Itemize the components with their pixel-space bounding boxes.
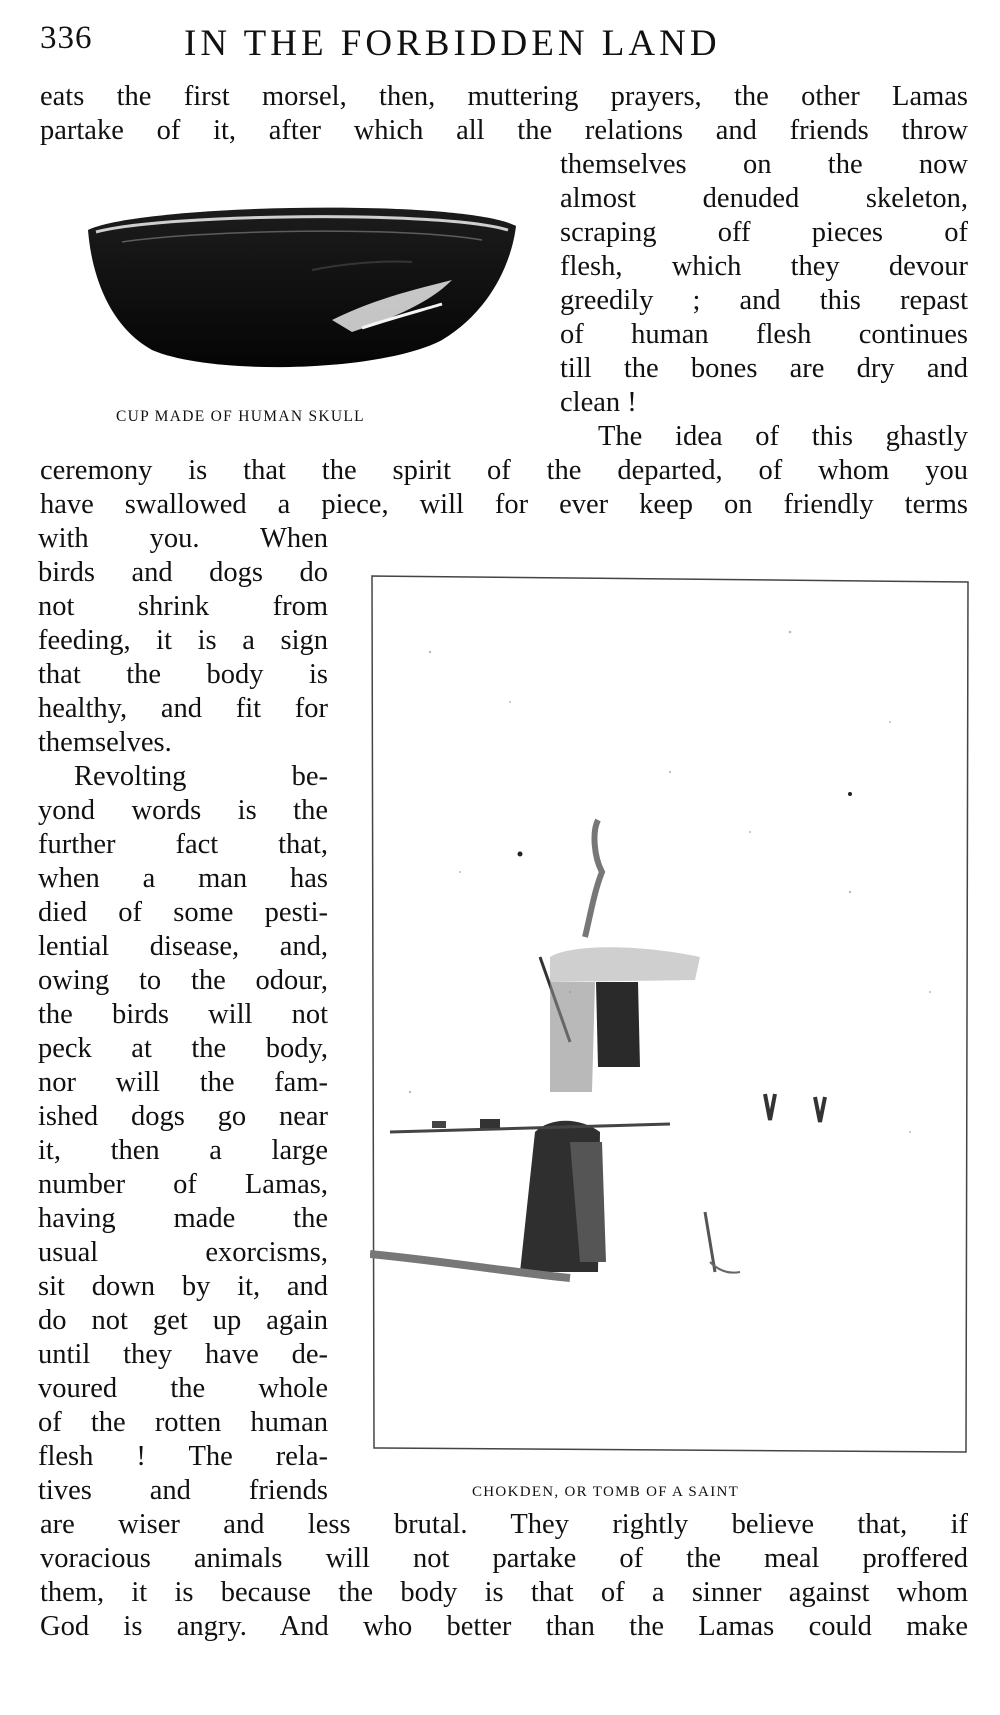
text-line: themselves.	[38, 727, 172, 758]
text-line: nor will the fam-	[38, 1067, 328, 1098]
text-line: are wiser and less brutal. They rightly believe that, if	[40, 1509, 968, 1540]
text-line: not shrink from	[38, 591, 328, 622]
text-line: scraping off pieces of	[560, 217, 968, 248]
skull-cup-illustration	[82, 200, 522, 376]
text-line: of the rotten human	[38, 1407, 328, 1438]
text-line: eats the first morsel, then, muttering prayers, the other Lamas	[40, 81, 968, 112]
text-line: Revolting be-	[74, 761, 328, 792]
text-line: healthy, and fit for	[38, 693, 328, 724]
text-line: ished dogs go near	[38, 1101, 328, 1132]
text-line: having made the	[38, 1203, 328, 1234]
text-line: flesh, which they devour	[560, 251, 968, 282]
text-line: yond words is the	[38, 795, 328, 826]
text-line: when a man has	[38, 863, 328, 894]
text-line: it, then a large	[38, 1135, 328, 1166]
text-line: that the body is	[38, 659, 328, 690]
text-line: God is angry. And who better than the Lamas could make	[40, 1611, 968, 1642]
running-title: IN THE FORBIDDEN LAND	[184, 23, 721, 64]
text-line: sit down by it, and	[38, 1271, 328, 1302]
text-line: greedily ; and this repast	[560, 285, 968, 316]
text-line: ceremony is that the spirit of the departed, of whom you	[40, 455, 968, 486]
text-line: until they have de-	[38, 1339, 328, 1370]
text-line: do not get up again	[38, 1305, 328, 1336]
text-line: usual exorcisms,	[38, 1237, 328, 1268]
text-line: number of Lamas,	[38, 1169, 328, 1200]
text-line: them, it is because the body is that of a sinner against whom	[40, 1577, 968, 1608]
tomb-photograph	[370, 572, 970, 1456]
text-line: died of some pesti-	[38, 897, 328, 928]
text-line: voured the whole	[38, 1373, 328, 1404]
text-line: till the bones are dry and	[560, 353, 968, 384]
skull-caption: CUP MADE OF HUMAN SKULL	[116, 408, 365, 425]
text-line: almost denuded skeleton,	[560, 183, 968, 214]
tomb-caption: CHOKDEN, OR TOMB OF A SAINT	[472, 1484, 740, 1500]
text-line: of human flesh continues	[560, 319, 968, 350]
text-line: clean !	[560, 387, 637, 418]
text-line: the birds will not	[38, 999, 328, 1030]
page-number: 336	[40, 20, 93, 56]
text-line: peck at the body,	[38, 1033, 328, 1064]
text-line: voracious animals will not partake of the meal proffered	[40, 1543, 968, 1574]
text-line: tives and friends	[38, 1475, 328, 1506]
text-line: flesh ! The rela-	[38, 1441, 328, 1472]
text-line: with you. When	[38, 523, 328, 554]
text-line: themselves on the now	[560, 149, 968, 180]
text-line: birds and dogs do	[38, 557, 328, 588]
text-line: owing to the odour,	[38, 965, 328, 996]
text-line: have swallowed a piece, will for ever keep on friendly terms	[40, 489, 968, 520]
text-line: feeding, it is a sign	[38, 625, 328, 656]
text-line: further fact that,	[38, 829, 328, 860]
text-line: lential disease, and,	[38, 931, 328, 962]
text-line: partake of it, after which all the relations and friends throw	[40, 115, 968, 146]
text-line: The idea of this ghastly	[598, 421, 968, 452]
